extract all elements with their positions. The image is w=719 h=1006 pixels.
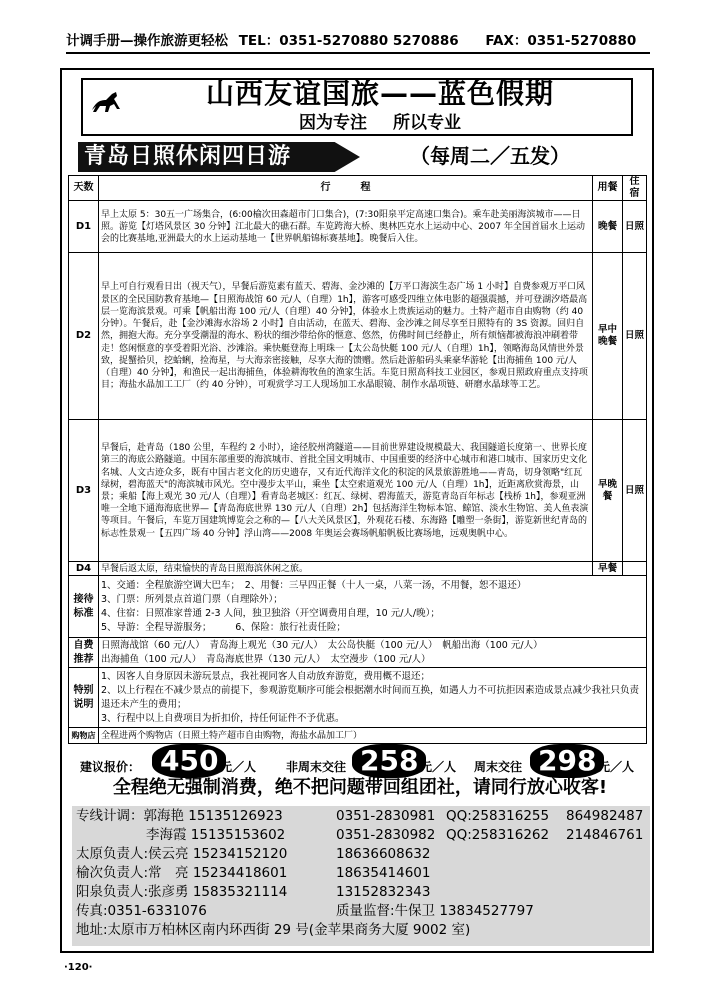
contact-name: 阳泉负责人:张彦勇 15835321114 — [76, 884, 288, 900]
shopping-label: 购物店 — [69, 728, 99, 744]
header-stay: 住宿 — [623, 176, 647, 201]
quality-supervisor: 质量监督:牛保卫 13834527797 — [336, 903, 534, 919]
notes-line: 3、行程中以上自费项目为折扣价，持任何证件不予优惠。 — [101, 712, 345, 724]
notes-label: 特别说明 — [69, 668, 99, 728]
table-row-shopping — [69, 728, 647, 744]
table-row-optional — [69, 638, 647, 668]
standard-line: 3、门票：所列景点首道门票（自理除外）； — [101, 593, 283, 605]
company-title: 山西友谊国旅——蓝色假期 — [205, 77, 554, 110]
table-row — [69, 201, 647, 253]
notes-line: 2、以上行程在不减少景点的前提下，参观游览顺序可能会根据潮水时间而互换，如遇人力不可抗拒因素造成景点减少我社只负责退还未产生的费用； — [101, 684, 640, 710]
contact-qq2: 864982487 — [566, 808, 644, 824]
price-weekend2: 298 — [530, 744, 604, 778]
itinerary-table — [68, 175, 647, 744]
day-label: D1 — [69, 201, 99, 253]
contact-name: 太原负责人:侯云亮 15234152120 — [76, 846, 288, 862]
day-label: D4 — [69, 562, 99, 576]
optional-label: 自费推荐 — [69, 638, 99, 668]
contact-phone: 18636608632 — [336, 846, 431, 862]
page-number: ·120· — [64, 962, 93, 973]
contact-qq: QQ:258316262 — [446, 827, 550, 843]
day-stay: 日照 — [623, 201, 647, 253]
contact-phone: 18635414601 — [336, 865, 431, 881]
contacts-panel — [72, 806, 650, 946]
page-header — [66, 30, 650, 54]
shopping-content: 全程进两个购物店（日照土特产超市自由购物，海盐水晶加工厂） — [99, 728, 647, 744]
price-weekend: 258 — [352, 744, 426, 778]
horse-logo-icon — [86, 82, 128, 122]
price-row — [74, 744, 646, 780]
notes-content — [99, 668, 647, 728]
header-fax: FAX：0351-5270880 — [485, 33, 637, 49]
standard-line: 4、住宿：日照准家普通 2-3 人间，独卫独浴（开空调费用自理，10 元/人/晚）； — [101, 607, 440, 619]
table-row — [69, 420, 647, 562]
day-label: D3 — [69, 420, 99, 562]
table-row — [69, 253, 647, 420]
contact-qq2: 214846761 — [566, 827, 644, 843]
contact-phone: 0351-2830982 — [336, 827, 436, 843]
table-header-row — [69, 176, 647, 201]
price-unit: 元／人 — [220, 760, 257, 774]
day-stay: 日照 — [623, 253, 647, 420]
day-meal: 早餐 — [593, 562, 623, 576]
day-label: D2 — [69, 253, 99, 420]
tour-name: 青岛日照休闲四日游 — [84, 144, 292, 169]
contact-name: 专线计调：郭海艳 15135126923 — [76, 808, 283, 824]
table-row-standard — [69, 576, 647, 638]
contact-name: 李海霞 15135153602 — [146, 827, 286, 843]
price-unit: 元／人 — [598, 760, 635, 774]
day-itinerary: 早上太原 5：30五一广场集合，(6:00榆次田森超市门口集合)，(7:30阳泉平定高速口集合)。乘车赴美丽海滨城市——日照。游览【灯塔风景区 30 分钟】江北最大的礁石群。车览跨海大桥、奥林匹克水上运动中心、2007 年全国首届水上运动会的比赛基地,亚洲最大的水上运动基地一【世界帆船锦标赛基地】。晚餐后入住。 — [99, 201, 593, 253]
header-tel: TEL：0351-5270880 5270886 — [238, 33, 459, 49]
price-weekend-label: 非周末交往 — [286, 760, 347, 774]
notes-line: 1、因客人自身原因未游玩景点，我社视同客人自动放弃游览，费用概不退还； — [101, 670, 431, 682]
price-weekday: 450 — [152, 744, 226, 778]
table-row-notes — [69, 668, 647, 728]
contact-phone: 0351-2830981 — [336, 808, 436, 824]
contact-address: 地址:太原市万柏林区南内环西街 29 号(金苹果商务大厦 9002 室) — [76, 922, 471, 938]
day-itinerary: 早上可自行观看日出（视天气），早餐后游览素有蓝天、碧海、金沙滩的【万平口海滨生态广场 1 小时】自费参观万平口风景区的全民国防教育基地—【日照海战馆 60 元/人（自理）1h】，游客可感受四维立体电影的超强震撼，并可登湖汐塔最高层一览海滨景观。可乘【帆船出海 100 元/人（自理）40 分钟】，体验水上贵族运动的魅力。土特产超市自由购物（约 40 分钟）。午餐后，赴【金沙滩海水浴场 2 小时】自由活动，在蓝天、碧海、金沙滩之间尽享至日照特有的 3S 资源。回归自然，拥抱大海。充分享受潮湿的海水、粉状的细沙带给你的惬意、悠然，仿佛时间已经静止，所有烦恼都被海浪冲刷着带走！悠闲惬意的享受着阳光浴、沙滩浴。乘快艇登海上明珠一【太公岛快艇 100 元/人（自理）1h】，领略海岛风情世外景致，捉蟹拾贝，挖蛤蜊，捡海星，与大海亲密接触，尽享大海的馈赠。然后赴游船码头乘豪华游轮【出海捕鱼 100 元/人（自理）40 分钟】，和渔民一起出海捕鱼，体验耕海牧鱼的渔家生活。车览日照高科技工业园区，参观日照政府重点支持项目；海盐水晶加工工厂（约 40 分钟），可观赏学习工人现场加工水晶眼镜、制作水晶项链、研磨水晶球等工艺。 — [99, 253, 593, 420]
price-label: 建议报价： — [80, 760, 141, 774]
contact-qq: QQ:258316255 — [446, 808, 550, 824]
optional-line: 日照海战馆（60 元/人） 青岛海上观光（30 元/人） 太公岛快艇（100 元/人） 帆船出海（100 元/人） — [101, 639, 543, 651]
service-slogan: 全程绝无强制消费，绝不把问题带回组团社，请同行放心收客! — [112, 777, 608, 798]
standard-content — [99, 576, 647, 638]
day-meal: 早晚餐 — [593, 420, 623, 562]
tour-schedule: （每周二／五发） — [410, 144, 570, 168]
optional-line: 出海捕鱼（100 元/人） 青岛海底世界（130 元/人） 太空漫步（100 元/人） — [101, 653, 431, 665]
header-slogan: 计调手册—操作旅游更轻松 — [66, 33, 228, 49]
header-day: 天数 — [69, 176, 99, 201]
header-itinerary: 行 程 — [99, 176, 593, 201]
header-meal: 用餐 — [593, 176, 623, 201]
day-itinerary: 早餐后返太原，结束愉快的青岛日照海滨休闲之旅。 — [99, 562, 593, 576]
contact-phone: 13152832343 — [336, 884, 431, 900]
contact-name: 榆次负责人:常 亮 15234418601 — [76, 865, 288, 881]
contact-fax: 传真:0351-6331076 — [76, 903, 207, 919]
day-stay — [623, 562, 647, 576]
day-stay: 日照 — [623, 420, 647, 562]
standard-line: 1、交通：全程旅游空调大巴车； 2、用餐：三早四正餐（十人一桌，八菜一汤，不用餐，恕不退还） — [101, 579, 527, 591]
table-row — [69, 562, 647, 576]
standard-label: 接待标准 — [69, 576, 99, 638]
standard-line: 5、导游：全程导游服务； 6、保险：旅行社责任险； — [101, 621, 346, 633]
company-slogan: 因为专注 所以专业 — [299, 113, 461, 133]
day-meal: 晚餐 — [593, 201, 623, 253]
price-weekend2-label: 周末交往 — [474, 760, 523, 774]
day-meal: 早中晚餐 — [593, 253, 623, 420]
day-itinerary: 早餐后，赴青岛（180 公里，车程约 2 小时），途径胶州湾隧道——目前世界建设规模最大、我国隧道长度第一、世界长度第三的海底公路隧道。中国东部重要的海滨城市、首批全国文明城市、中国重要的经济中心城市和港口城市、国家历史文化名城、人文古迹众多，既有中国古老文化的历史遗存，又有近代海洋文化的积淀的风景旅游胜地——青岛，切身领略"红瓦绿树，碧海蓝天"的海滨城市风光。空中漫步太平山，乘坐【太空索道观光 100 元/人（自理）1h】，近距离欣赏海景，山景；乘船【海上观光 30 元/人（自理）】看青岛老城区：红瓦、绿树、碧海蓝天，游览青岛百年标志【栈桥 1h】，参观亚洲唯一全地下通海海底世界—【青岛海底世界 130 元/人（自理）2h】包括海洋生物标本馆、鲸馆、淡水生物馆、美人鱼表演等项目。午餐后，车览万国建筑博览会之称的—【八大关风景区】，外观花石楼、东海路【雕塑一条街】，游览新世纪青岛的标志性景观一【五四广场 40 分钟】浮山湾——2008 年奥运会赛场帆船帆板比赛场地，远观奥帆中心。 — [99, 420, 593, 562]
price-unit: 元／人 — [420, 760, 457, 774]
optional-content — [99, 638, 647, 668]
